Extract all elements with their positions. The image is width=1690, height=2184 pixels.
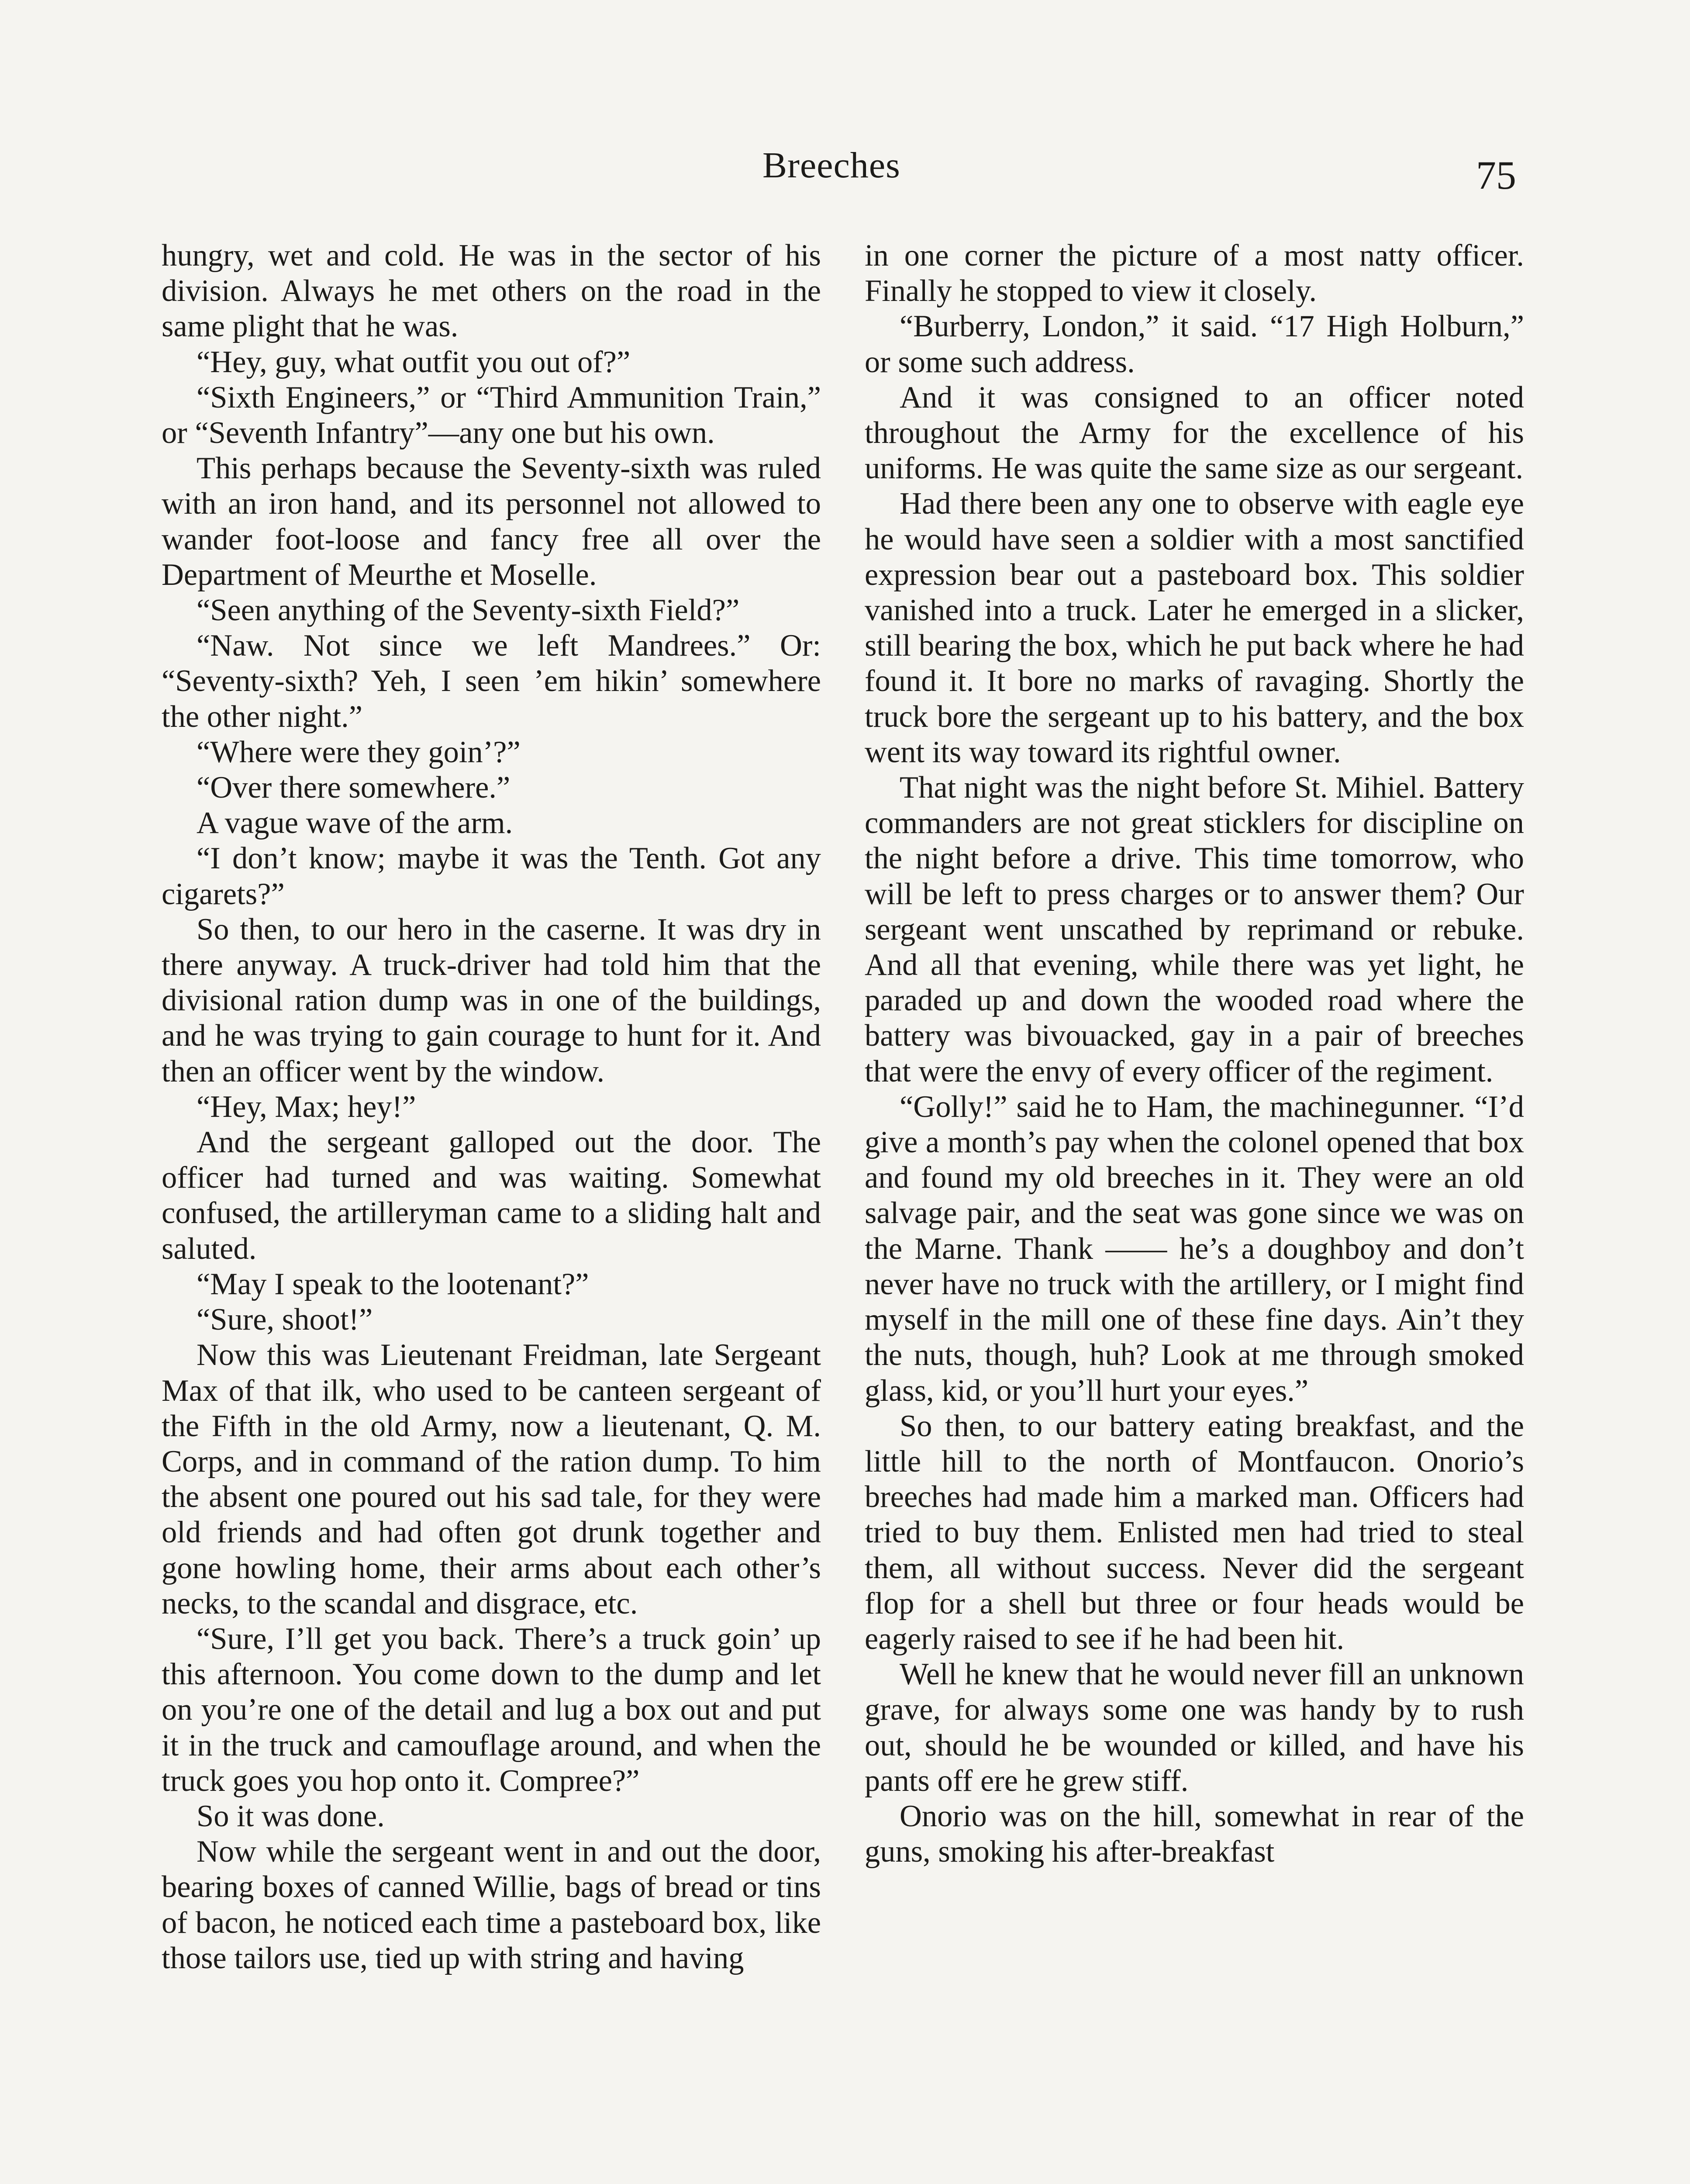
paragraph: “Naw. Not since we left Mandrees.” Or: “Seventy-sixth? Yeh, I seen ’em hikin’ somewhere the other night.” bbox=[162, 629, 821, 734]
left-text-column bbox=[162, 238, 821, 1976]
paragraph: So then, to our battery eating breakfast, and the little hill to the north of Montfaucon. Onorio’s breeches had made him a marked man. Officers had tried to buy them. Enlisted men had tried to steal them, all without success. Never did the sergeant flop for a shell but three or four heads would be eagerly raised to see if he had been hit. bbox=[865, 1409, 1524, 1656]
paragraph: So then, to our hero in the caserne. It was dry in there anyway. A truck-driver had told him that the divisional ration dump was in one of the buildings, and he was trying to gain courage to hunt for it. And then an officer went by the window. bbox=[162, 912, 821, 1089]
paragraph: A vague wave of the arm. bbox=[197, 806, 513, 840]
paragraph: “Over there somewhere.” bbox=[197, 771, 510, 805]
paragraph: Onorio was on the hill, somewhat in rear of the guns, smoking his after-breakfast bbox=[865, 1799, 1524, 1869]
running-head: Breeches bbox=[762, 145, 900, 186]
paragraph: “Hey, guy, what outfit you out of?” bbox=[197, 345, 631, 379]
paragraph: hungry, wet and cold. He was in the sector of his division. Always he met others on the road in the same plight that he was. bbox=[162, 238, 821, 344]
paragraph: “Burberry, London,” it said. “17 High Holburn,” or some such address. bbox=[865, 309, 1524, 379]
paragraph: Now this was Lieutenant Freidman, late Sergeant Max of that ilk, who used to be canteen sergeant of the Fifth in the old Army, now a lieutenant, Q. M. Corps, and in command of the ration dump. To him the absent one poured out his sad tale, for they were old friends and had often got drunk together and gone howling home, their arms about each other’s necks, to the scandal and disgrace, etc. bbox=[162, 1338, 821, 1621]
paragraph: Now while the sergeant went in and out the door, bearing boxes of canned Willie, bags of bread or tins of bacon, he noticed each time a pasteboard box, like those tailors use, tied up with string and having bbox=[162, 1835, 821, 1975]
right-text-column bbox=[865, 238, 1524, 1870]
paragraph: “Sure, I’ll get you back. There’s a truck goin’ up this afternoon. You come down to the dump and let on you’re one of the detail and lug a box out and put it in the truck and camouflage around, and when the truck goes you hop onto it. Compree?” bbox=[162, 1621, 821, 1798]
paragraph: “Sixth Engineers,” or “Third Ammunition Train,” or “Seventh Infantry”—any one but his own. bbox=[162, 380, 821, 450]
paragraph: That night was the night before St. Mihiel. Battery commanders are not great sticklers for discipline on the night before a drive. This time tomorrow, who will be left to press charges or to answer them? Our sergeant went unscathed by reprimand or rebuke. And all that evening, while there was yet light, he paraded up and down the wooded road where the battery was bivouacked, gay in a pair of breeches that were the envy of every officer of the regiment. bbox=[865, 771, 1524, 1089]
paragraph: “Seen anything of the Seventy-sixth Field?” bbox=[197, 593, 740, 628]
paragraph: “Sure, shoot!” bbox=[197, 1303, 373, 1337]
paragraph: “Where were they goin’?” bbox=[197, 735, 521, 769]
paragraph: in one corner the picture of a most natty officer. Finally he stopped to view it closely. bbox=[865, 238, 1524, 308]
paragraph: So it was done. bbox=[197, 1799, 385, 1833]
paragraph: Had there been any one to observe with eagle eye he would have seen a soldier with a most sanctified expression bear out a pasteboard box. This soldier vanished into a truck. Later he emerged in a slicker, still bearing the box, which he put back where he had found it. It bore no marks of ravaging. Shortly the truck bore the sergeant up to his battery, and the box went its way toward its rightful owner. bbox=[865, 487, 1524, 769]
paragraph: And the sergeant galloped out the door. The officer had turned and was waiting. Somewhat confused, the artilleryman came to a sliding halt and saluted. bbox=[162, 1125, 821, 1266]
paragraph: Well he knew that he would never fill an unknown grave, for always some one was handy by to rush out, should he be wounded or killed, and have his pants off ere he grew stiff. bbox=[865, 1657, 1524, 1798]
paragraph: “I don’t know; maybe it was the Tenth. Got any cigarets?” bbox=[162, 841, 821, 911]
paragraph: “Hey, Max; hey!” bbox=[197, 1089, 416, 1124]
paragraph: “May I speak to the lootenant?” bbox=[197, 1267, 589, 1301]
paragraph: And it was consigned to an officer noted throughout the Army for the excellence of his uniforms. He was quite the same size as our sergeant. bbox=[865, 380, 1524, 486]
paragraph: This perhaps because the Seventy-sixth was ruled with an iron hand, and its personnel not allowed to wander foot-loose and fancy free all over the Department of Meurthe et Moselle. bbox=[162, 451, 821, 592]
paragraph: “Golly!” said he to Ham, the machinegunner. “I’d give a month’s pay when the colonel opened that box and found my old breeches in it. They were an old salvage pair, and the seat was gone since we was on the Marne. Thank —— he’s a doughboy and don’t never have no truck with the artillery, or I might find myself in the mill one of these fine days. Ain’t they the nuts, though, huh? Look at me through smoked glass, kid, or you’ll hurt your eyes.” bbox=[865, 1089, 1524, 1408]
page-number: 75 bbox=[1476, 153, 1516, 197]
